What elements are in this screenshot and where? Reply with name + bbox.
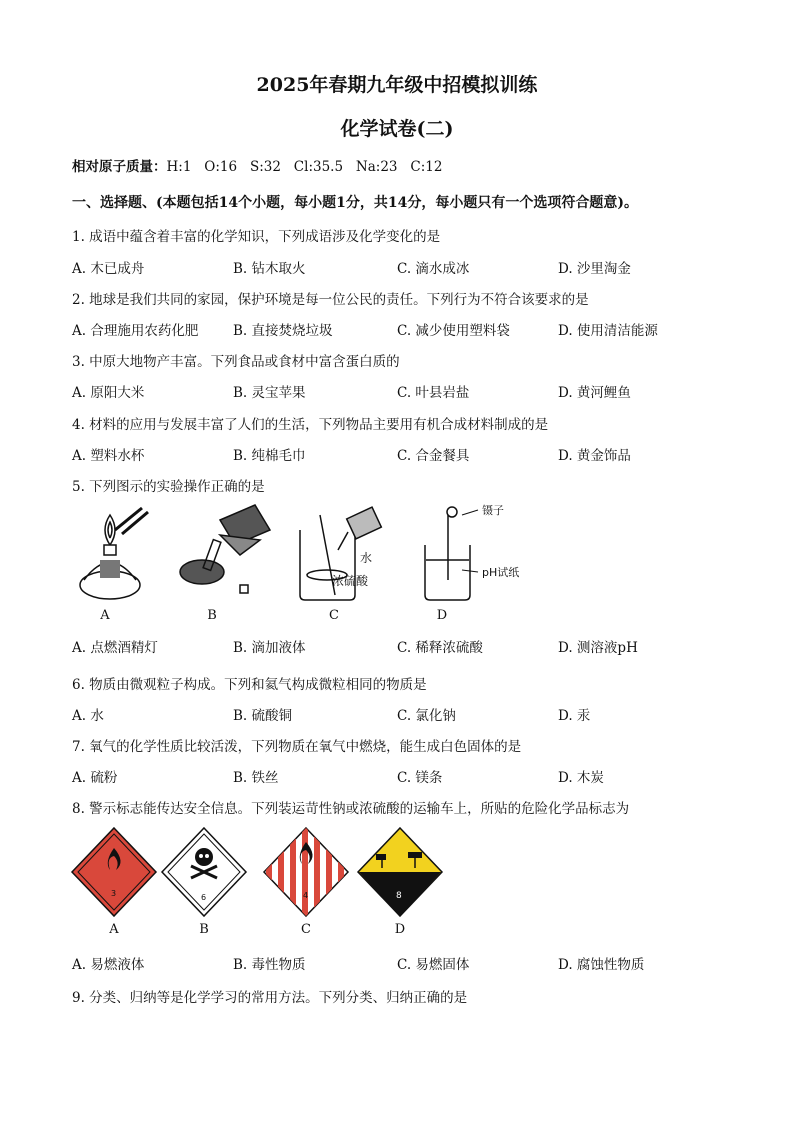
option-b: B. 纯棉毛巾 — [233, 448, 306, 464]
alcohol-lamp-icon — [80, 508, 148, 599]
option-c: C. 稀释浓硫酸 — [397, 640, 483, 656]
corrosive-sign-icon — [358, 828, 442, 916]
exam-title: 2025年春期九年级中招模拟训练 — [256, 74, 538, 96]
svg-text:3: 3 — [111, 889, 117, 898]
ph-test-icon — [425, 507, 470, 600]
figure-label-d: D — [436, 608, 448, 623]
option-c: C. 叶县岩盐 — [397, 385, 470, 401]
option-d: D. 使用清洁能源 — [558, 323, 658, 339]
question-stem: 3. 中原大地物产丰富。下列食品或食材中富含蛋白质的 — [72, 354, 400, 370]
option-b: B. 滴加液体 — [233, 640, 306, 656]
question-stem: 8. 警示标志能传达安全信息。下列装运苛性钠或浓硫酸的运输车上，所贴的危险化学品标志为 — [72, 801, 630, 817]
water-annotation: 水 — [360, 551, 373, 565]
question-stem: 4. 材料的应用与发展丰富了人们的生活，下列物品主要用有机合成材料制成的是 — [72, 417, 549, 433]
question-stem: 1. 成语中蕴含着丰富的化学知识，下列成语涉及化学变化的是 — [72, 229, 441, 245]
section-heading: 一、选择题、(本题包括14个小题，每小题1分，共14分，每小题只有一个选项符合题意)。 — [72, 195, 638, 211]
question-stem: 2. 地球是我们共同的家园，保护环境是每一位公民的责任。下列行为不符合该要求的是 — [72, 292, 589, 308]
option-d: D. 黄河鲤鱼 — [558, 385, 631, 401]
question-stem: 6. 物质由微观粒子构成。下列和氦气构成微粒相同的物质是 — [72, 677, 427, 693]
option-a: A. 水 — [72, 708, 104, 724]
option-c: C. 合金餐具 — [397, 448, 470, 464]
figure-label-a: A — [100, 608, 110, 623]
atomic-mass-values: H:1 O:16 S:32 Cl:35.5 Na:23 C:12 — [166, 159, 443, 175]
option-a: A. 塑料水杯 — [72, 448, 145, 464]
lab-operations-figure — [70, 500, 540, 610]
option-b: B. 钻木取火 — [233, 261, 306, 277]
sign-label-a: A — [109, 922, 119, 937]
flammable-solid-sign-icon — [264, 826, 348, 918]
svg-text:6: 6 — [201, 893, 207, 902]
figure-label-b: B — [207, 608, 217, 623]
atomic-mass-line — [72, 155, 442, 175]
option-a: A. 原阳大米 — [72, 385, 145, 401]
flammable-liquid-sign-icon — [72, 828, 156, 916]
option-b: B. 铁丝 — [233, 770, 279, 786]
option-c: C. 镁条 — [397, 770, 443, 786]
sign-label-c: C — [301, 922, 311, 937]
option-d: D. 汞 — [558, 708, 591, 724]
question-stem: 5. 下列图示的实验操作正确的是 — [72, 479, 265, 495]
reagent-bottle-icon — [180, 505, 270, 593]
ph-paper-annotation: pH试纸 — [482, 566, 520, 579]
figure-label-c: C — [329, 608, 339, 623]
option-b: B. 毒性物质 — [233, 957, 306, 973]
svg-text:4: 4 — [303, 891, 309, 900]
acid-annotation: 浓硫酸 — [332, 574, 369, 588]
option-b: B. 灵宝苹果 — [233, 385, 306, 401]
option-a: A. 木已成舟 — [72, 261, 145, 277]
sign-label-b: B — [199, 922, 209, 937]
atomic-mass-label: 相对原子质量： — [72, 159, 167, 175]
question-stem: 9. 分类、归纳等是化学学习的常用方法。下列分类、归纳正确的是 — [72, 990, 468, 1006]
option-a: A. 易燃液体 — [72, 957, 145, 973]
toxic-sign-icon — [162, 828, 246, 916]
option-a: A. 硫粉 — [72, 770, 118, 786]
option-c: C. 减少使用塑料袋 — [397, 323, 510, 339]
option-c: C. 氯化钠 — [397, 708, 456, 724]
exam-subtitle: 化学试卷(二) — [340, 118, 454, 140]
hazard-signs-figure — [70, 826, 450, 918]
option-b: B. 硫酸铜 — [233, 708, 293, 724]
question-stem: 7. 氧气的化学性质比较活泼，下列物质在氧气中燃烧，能生成白色固体的是 — [72, 739, 522, 755]
option-d: D. 腐蚀性物质 — [558, 957, 645, 973]
option-a: A. 点燃酒精灯 — [72, 640, 158, 656]
sign-label-d: D — [394, 922, 406, 937]
svg-text:8: 8 — [396, 891, 402, 901]
option-c: C. 滴水成冰 — [397, 261, 470, 277]
option-d: D. 沙里淘金 — [558, 261, 631, 277]
option-d: D. 木炭 — [558, 770, 604, 786]
option-d: D. 黄金饰品 — [558, 448, 631, 464]
option-a: A. 合理施用农药化肥 — [72, 323, 199, 339]
tweezers-annotation: 镊子 — [482, 504, 504, 517]
option-c: C. 易燃固体 — [397, 957, 470, 973]
option-d: D. 测溶液pH — [558, 640, 638, 656]
option-b: B. 直接焚烧垃圾 — [233, 323, 333, 339]
